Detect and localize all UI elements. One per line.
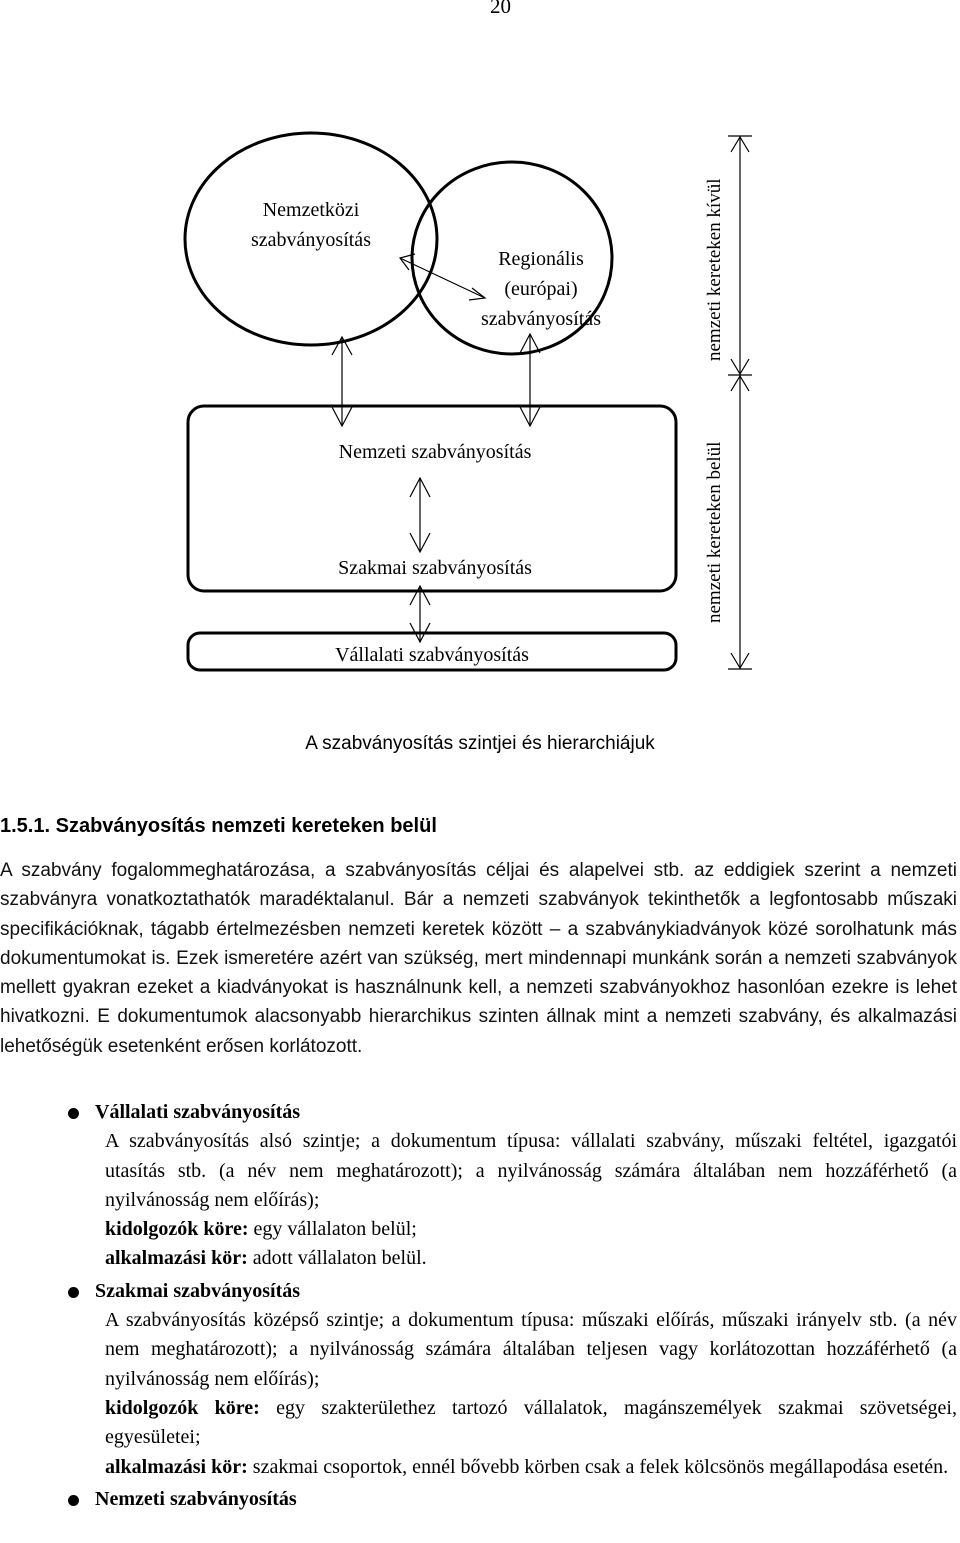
developers-value: egy szakterülethez tartozó vállalatok, magánszemélyek szakmai szövetségei, egyesületei; [105, 1396, 957, 1449]
item-title: Szakmai szabványosítás [95, 1279, 301, 1302]
standardization-levels-list [0, 1098, 957, 1517]
developers-label: kidolgozók köre: [105, 1396, 260, 1419]
outside-range-arrow [728, 136, 752, 375]
national-professional-arrow [410, 478, 430, 552]
section-title: Szabványosítás nemzeti kereteken belül [55, 815, 437, 837]
developers-value: egy vállalaton belül; [253, 1218, 417, 1241]
regional-label-line2: (európai) [504, 278, 578, 300]
item-title: Vállalati szabványosítás [95, 1101, 301, 1123]
developers-label: kidolgozók köre: [105, 1218, 249, 1241]
inside-range-label: nemzeti kereteken belül [704, 441, 725, 623]
regional-national-arrow [520, 334, 540, 426]
national-label: Nemzeti szabványosítás [338, 441, 532, 463]
scope-value: szakmai csoportok, ennél bővebb körben csak a felek kölcsönös megállapodása esetén. [252, 1455, 949, 1478]
scope-label: alkalmazási kör: [105, 1247, 248, 1270]
list-item [0, 1277, 957, 1482]
outside-range-label: nemzeti kereteken kívül [704, 178, 725, 361]
item-description: A szabványosítás alsó szintje; a dokumentum típusa: vállalati szabvány, műszaki feltétel, igazgatói utasítás stb. (a név nem meghatározott); a nyilvánosság számára általában nem hozzáférhető (a nyilvánosság nem előírás); [105, 1130, 957, 1211]
inside-range-arrow [728, 375, 752, 669]
item-developers [105, 1394, 957, 1453]
list-item [0, 1485, 957, 1514]
item-scope [105, 1244, 957, 1273]
bullet-icon [68, 1108, 79, 1119]
item-description: A szabványosítás középső szintje; a dokumentum típusa: műszaki előírás, műszaki irányelv stb. (a név nem meghatározott); a nyilvánosság számára általában teljesen vagy korlátozottan hozzáférhető (a nyilvánosság nem előírás); [105, 1309, 957, 1390]
intro-paragraph: A szabvány fogalommeghatározása, a szabványosítás céljai és alapelvei stb. az eddigiek szerint a nemzeti szabványra vonatkoztathatók maradéktalanul. Bár a nemzeti szabványok tekinthetők a legfontosabb műszaki specifikációknak, tágabb értelmezésben nemzeti keretek között – a szabványkiadványok közé sorolhatunk más dokumentumokat is. Ezek ismeretére azért van szükség, mert mindennapi munkánk során a nemzeti szabványok mellett gyakran ezeket a kiadványokat is használnunk kell, a nemzeti szabványokhoz hasonlóan ezekre is lehet hivatkozni. E dokumentumok alacsonyabb hierarchikus szinten állnak mint a nemzeti szabvány, és alkalmazási lehetőségük esetenként erősen korlátozott. [0, 860, 957, 1057]
scope-label: alkalmazási kör: [105, 1455, 248, 1478]
international-label-line2: szabványosítás [251, 229, 371, 251]
page-number: 20 [490, 0, 511, 18]
figure-caption: A szabványosítás szintjei és hierarchiájuk [305, 733, 655, 754]
international-label-line1: Nemzetközi [262, 199, 360, 221]
list-item [0, 1098, 957, 1274]
standardization-hierarchy-diagram [0, 0, 960, 700]
scope-value: adott vállalaton belül. [252, 1247, 427, 1270]
regional-label-line3: szabványosítás [481, 308, 601, 330]
regional-label-line1: Regionális [498, 248, 584, 270]
section-heading [0, 815, 437, 838]
company-label: Vállalati szabványosítás [335, 644, 529, 666]
item-developers [105, 1215, 957, 1244]
item-title: Nemzeti szabványosítás [95, 1487, 297, 1510]
bullet-icon [68, 1287, 79, 1298]
section-number: 1.5.1. [0, 815, 51, 837]
professional-label: Szakmai szabványosítás [338, 557, 532, 579]
international-national-arrow [332, 337, 352, 426]
item-scope [105, 1453, 957, 1482]
bullet-icon [68, 1495, 79, 1506]
